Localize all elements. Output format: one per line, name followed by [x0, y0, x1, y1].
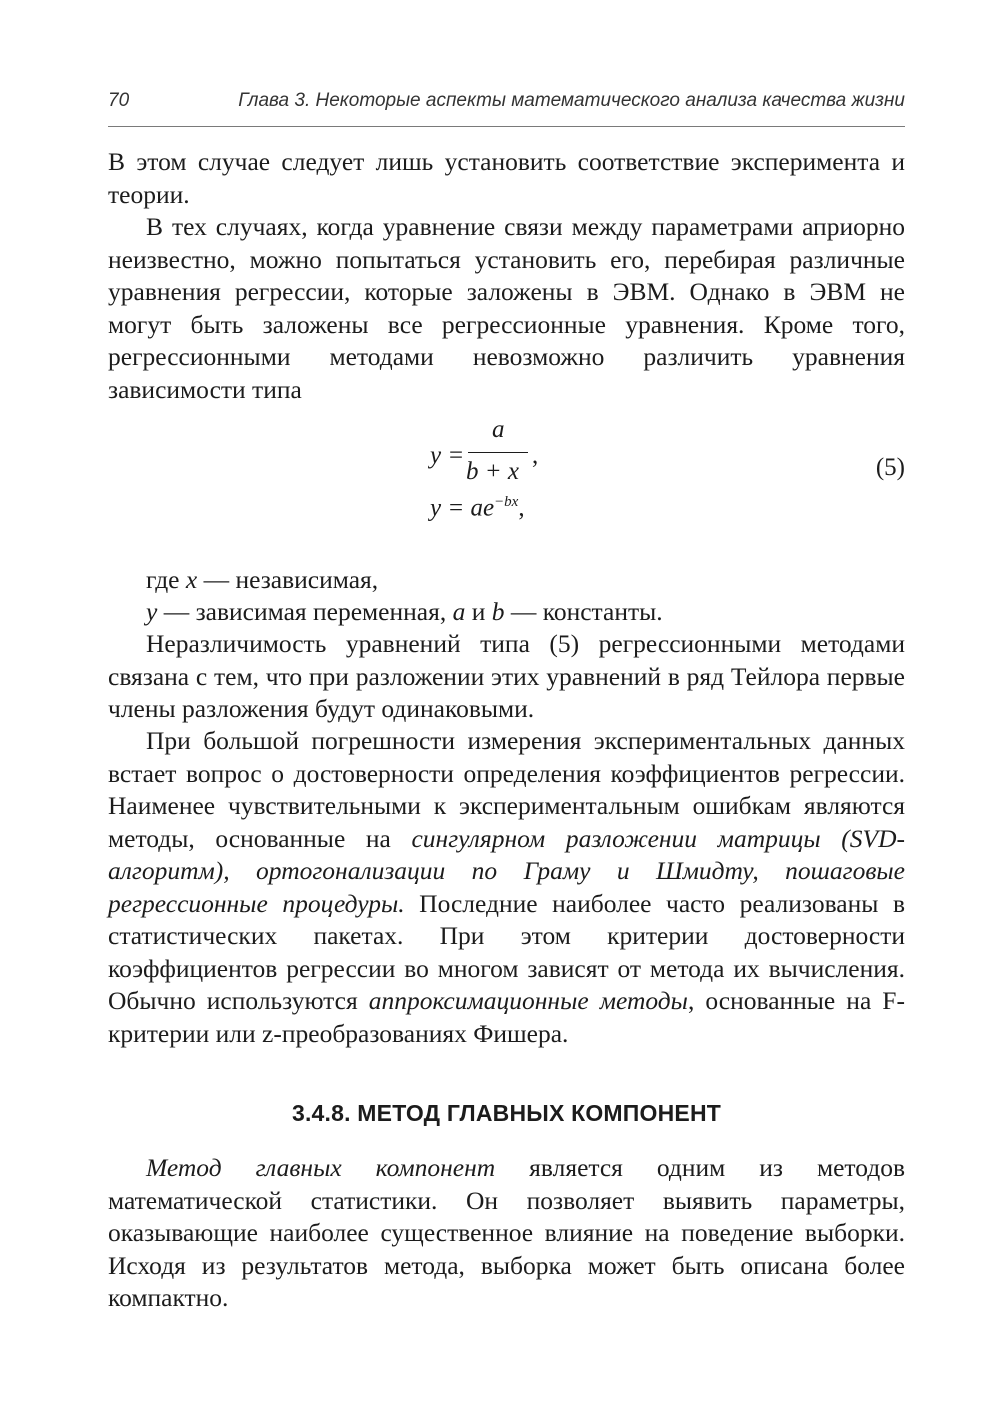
header-rule — [108, 126, 905, 127]
eq-denominator: b + x — [466, 458, 519, 485]
eq-line2-base: y = ae — [430, 494, 495, 522]
eq-line2 — [430, 494, 525, 522]
where-line-1: где x — независимая, — [146, 565, 379, 594]
where-line-2: y — зависимая переменная, a и b — константы. — [146, 597, 663, 626]
paragraph-4: При большой погрешности измерения экспериментальных данных встает вопрос о достоверности определения коэффициентов регрессии. Наименее чувствительными к экспериментальным ошибкам являются методы, основанные на сингулярном разложении матрицы (SVD-алгоритм), ортогонализации по Граму и Шмидту, пошаговые регрессионные процедуры. Последние наиболее часто реализованы в статистических пакетах. При этом критерии достоверности коэффициентов регрессии во многом зависят от метода их вычисления. Обычно используются аппроксимационные методы, основанные на F-критерии или z-преобразованиях Фишера. — [108, 726, 905, 1048]
running-title: Глава 3. Некоторые аспекты математического анализа качества жизни — [238, 90, 905, 111]
running-header — [108, 88, 905, 118]
paragraph-3: Неразличимость уравнений типа (5) регрессионными методами связана с тем, что при разложении этих уравнений в ряд Тейлора первые члены разложения будут одинаковыми. — [108, 629, 905, 723]
fraction-bar — [468, 452, 528, 453]
eq-line2-comma: , — [518, 494, 525, 522]
paragraph-1: В этом случае следует лишь установить соответствие эксперимента и теории. — [108, 147, 905, 209]
paragraph-2: В тех случаях, когда уравнение связи между параметрами априорно неизвестно, можно попытаться установить его, перебирая различные уравнения регрессии, которые заложены в ЭВМ. Однако в ЭВМ не могут быть заложены все регрессионные уравнения. Кроме того, регрессионными методами невозможно различить уравнения зависимости типа — [108, 212, 905, 404]
eq-numerator: a — [492, 416, 505, 443]
equation-5 — [108, 418, 905, 538]
equation-number: (5) — [875, 454, 905, 481]
paragraph-5: Метод главных компонент является одним из методов математической статистики. Он позволяет выявить параметры, оказывающие наиболее существенное влияние на поведение выборки. Исходя из результатов метода, выборка может быть описана более компактно. — [108, 1153, 905, 1312]
eq-line1-comma: , — [532, 442, 539, 469]
section-heading: 3.4.8. МЕТОД ГЛАВНЫХ КОМПОНЕНТ — [291, 1100, 722, 1126]
eq-line1-lhs: y = — [430, 442, 465, 469]
page-number: 70 — [108, 90, 130, 111]
eq-line2-exponent: −bx — [494, 494, 519, 510]
